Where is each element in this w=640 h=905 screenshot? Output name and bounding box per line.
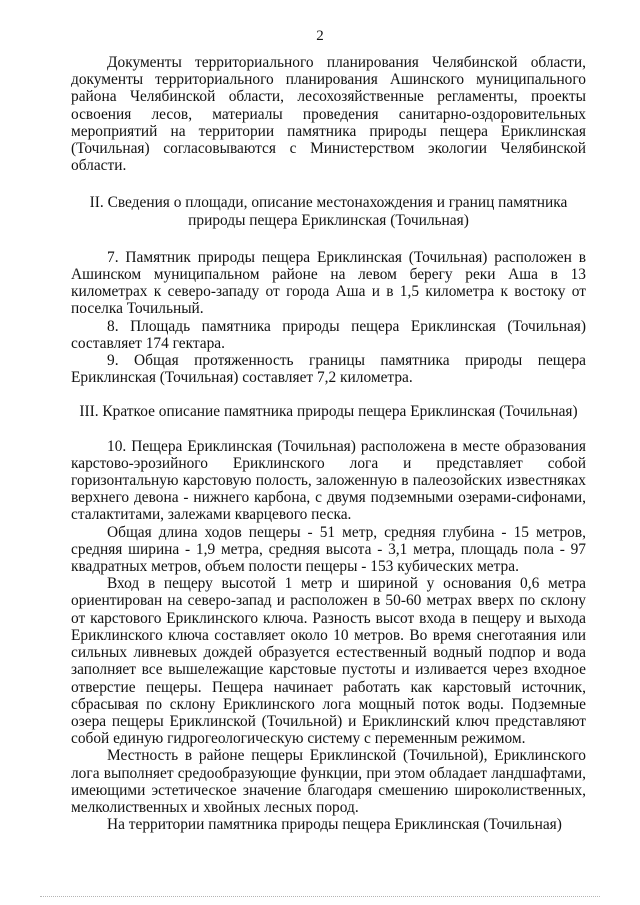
paragraph-8: 8. Площадь памятника природы пещера Ериклинская (Точильная) составляет 174 гектара. <box>71 317 586 352</box>
document-body <box>71 54 586 833</box>
landscape-paragraph: Местность в районе пещеры Ериклинской (Точильной), Ериклинского лога выполняет средообразующие функции, при этом обладает ландшафтами, имеющими эстетическое значение благодаря смешению широколиственных, мелколиственных и хвойных лесных пород. <box>71 747 586 816</box>
section-2-heading-line-2: природы пещера Ериклинская (Точильная) <box>188 211 469 229</box>
section-3-heading: III. Краткое описание памятника природы пещера Ериклинская (Точильная) <box>79 403 578 421</box>
page-number: 2 <box>316 28 324 44</box>
paragraph-10: 10. Пещера Ериклинская (Точильная) расположена в месте образования карстово-эрозийного Ериклинского лога и представляет собой горизонтальную карстовую полость, заложенную в палеозойских известняках верхнего девона - нижнего карбона, с двумя подземными озерами-сифонами, сталактитами, залежами кварцевого песка. <box>71 437 586 524</box>
section-2-heading-line-1: II. Сведения о площади, описание местонахождения и границ памятника <box>89 194 568 212</box>
intro-paragraph: Документы территориального планирования Челябинской области, документы территориального планирования Ашинского муниципального района Челябинской области, лесохозяйственные регламенты, проекты освоения лесов, материалы проведения санитарно-оздоровительных мероприятий на территории памятника природы пещера Ериклинская (Точильная) согласовываются с Министерством экологии Челябинской области. <box>71 54 586 175</box>
cave-entrance-paragraph: Вход в пещеру высотой 1 метр и шириной у основания 0,6 метра ориентирован на северо-запад и расположен в 50-60 метрах вверх по склону от карстового Ериклинского ключа. Разность высот входа в пещеру и выхода Ериклинского ключа составляет около 10 метров. Во время снеготаяния или сильных ливневых дождей образуется естественный водный подпор и вода заполняет все вышележащие карстовые пустоты и изливается через входное отверстие пещеры. Пещера начинает работать как карстовый источник, сбрасывая по склону Ериклинского лога мощный поток воды. Подземные озера пещеры Ериклинской (Точильной) и Ериклинский ключ представляют собой единую гидрогеологическую систему с переменным режимом. <box>71 575 586 748</box>
cave-dimensions-paragraph: Общая длина ходов пещеры - 51 метр, средняя глубина - 15 метров, средняя ширина - 1,9 метра, средняя высота - 3,1 метра, площадь пола - 97 квадратных метров, объем полости пещеры - 153 кубических метра. <box>71 523 586 576</box>
paragraph-9: 9. Общая протяженность границы памятника природы пещера Ериклинская (Точильная) составляет 7,2 километра. <box>71 352 586 387</box>
section-2-heading <box>71 194 586 228</box>
territory-paragraph: На территории памятника природы пещера Ериклинская (Точильная) <box>107 816 562 834</box>
footer-rule <box>40 896 600 897</box>
paragraph-7: 7. Памятник природы пещера Ериклинская (Точильная) расположен в Ашинском муниципальном районе на левом берегу реки Аша в 13 километрах к северо-западу от города Аша и в 1,5 километра к востоку от поселка Точильный. <box>71 248 586 318</box>
